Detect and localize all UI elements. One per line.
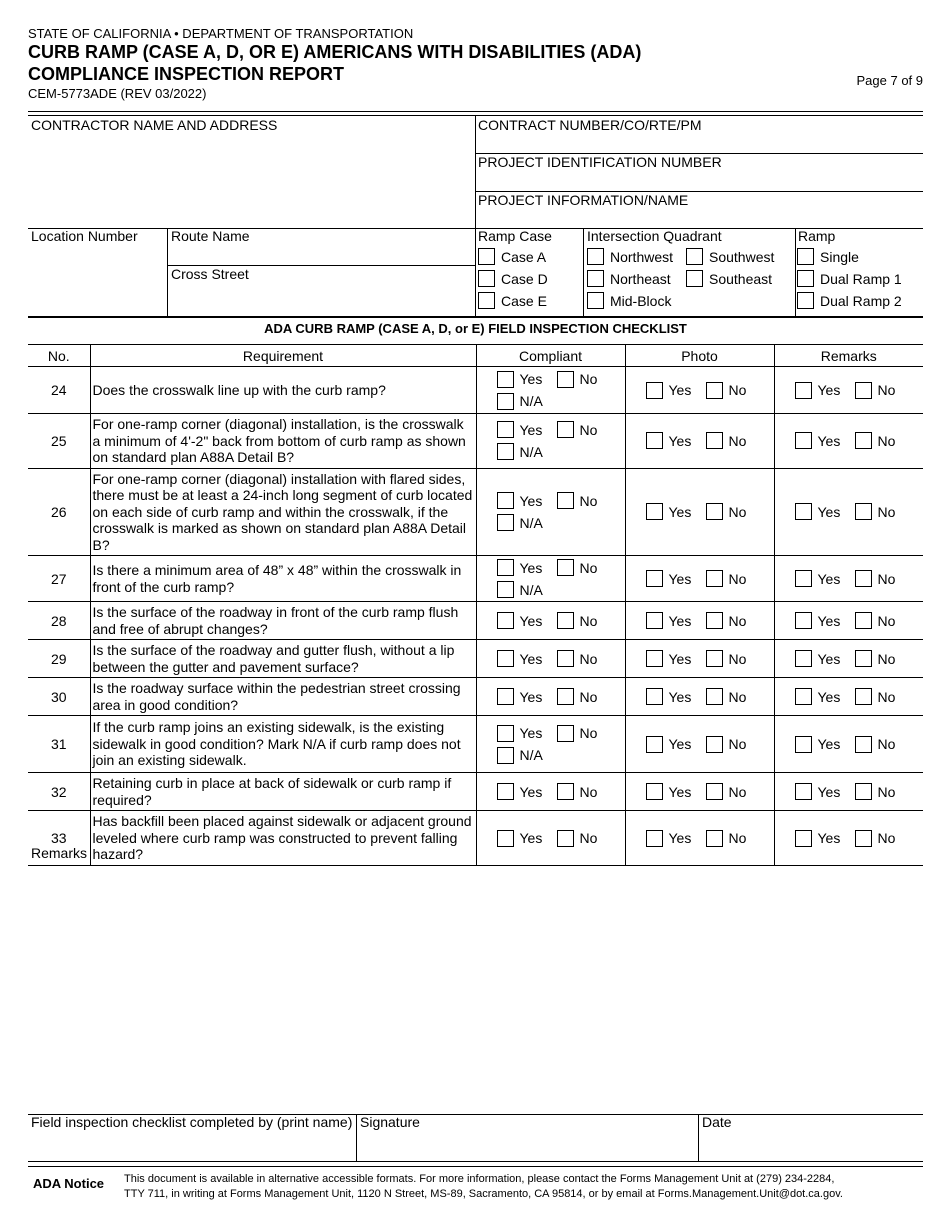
- quadrant-northwest-option[interactable]: [587, 248, 673, 265]
- cross-street-field[interactable]: [168, 266, 476, 317]
- case-e-checkbox[interactable]: [478, 292, 495, 309]
- compliant-no-checkbox[interactable]: [557, 612, 574, 629]
- no-label: No: [728, 830, 747, 846]
- yes-label: Yes: [817, 830, 841, 846]
- yes-label: Yes: [817, 570, 841, 587]
- photo-cell: [625, 716, 774, 773]
- ramp-dual1-option[interactable]: [797, 270, 902, 287]
- case-e-label: Case E: [501, 292, 547, 309]
- yes-label: Yes: [817, 783, 841, 800]
- yes-label: Yes: [668, 736, 692, 752]
- single-label: Single: [820, 248, 859, 265]
- page-number: Page 7 of 9: [856, 73, 923, 88]
- yes-label: Yes: [668, 783, 692, 800]
- compliant-cell: [476, 678, 625, 716]
- checklist-row: [28, 468, 923, 556]
- contractor-field[interactable]: [28, 115, 476, 229]
- photo-yes-checkbox[interactable]: [646, 736, 663, 753]
- project-info-label: PROJECT INFORMATION/NAME: [478, 192, 689, 208]
- ramp-case-label: Ramp Case: [478, 228, 552, 244]
- southwest-label: Southwest: [709, 248, 775, 265]
- single-checkbox[interactable]: [797, 248, 814, 265]
- photo-yes-checkbox[interactable]: [646, 503, 663, 520]
- row-requirement: Does the crosswalk line up with the curb ramp?: [90, 367, 476, 414]
- remarks-yes-checkbox[interactable]: [795, 382, 812, 399]
- quadrant-northeast-option[interactable]: [587, 270, 671, 287]
- row-requirement: Is the roadway surface within the pedestrian street crossing area in good condition?: [90, 678, 476, 716]
- yes-label: Yes: [817, 650, 841, 667]
- photo-cell: [625, 678, 774, 716]
- remarks-yes-checkbox[interactable]: [795, 503, 812, 520]
- case-a-label: Case A: [501, 248, 547, 265]
- ramp-label: Ramp: [798, 228, 836, 244]
- southwest-checkbox[interactable]: [686, 248, 703, 265]
- photo-cell: [625, 773, 774, 811]
- case-a-checkbox[interactable]: [478, 248, 495, 265]
- compliant-yes-checkbox[interactable]: [497, 559, 514, 576]
- remarks-cell: [774, 773, 923, 811]
- checklist-row: [28, 678, 923, 716]
- row-number: 24: [28, 367, 90, 414]
- form-number: CEM-5773ADE (REV 03/2022): [28, 86, 207, 101]
- remarks-cell: [774, 367, 923, 414]
- compliant-na-checkbox[interactable]: [497, 443, 514, 460]
- remarks-no-checkbox[interactable]: [855, 570, 872, 587]
- no-label: No: [877, 830, 896, 846]
- checklist-row: [28, 367, 923, 414]
- photo-yes-checkbox[interactable]: [646, 382, 663, 399]
- ramp-case-a-option[interactable]: [478, 248, 546, 265]
- row-number: 28: [28, 602, 90, 640]
- photo-yes-checkbox[interactable]: [646, 688, 663, 705]
- photo-no-checkbox[interactable]: [706, 432, 723, 449]
- yes-label: Yes: [519, 830, 543, 846]
- photo-no-checkbox[interactable]: [706, 688, 723, 705]
- compliant-no-checkbox[interactable]: [557, 559, 574, 576]
- quadrant-southwest-option[interactable]: [686, 248, 774, 265]
- no-label: No: [728, 612, 747, 629]
- no-label: No: [579, 783, 598, 800]
- row-requirement: If the curb ramp joins an existing sidewalk, is the existing sidewalk in good condition? Mark N/A if curb ramp does not join an existing sidewalk.: [90, 716, 476, 773]
- northeast-label: Northeast: [610, 270, 671, 287]
- checklist-row: [28, 716, 923, 773]
- date-label: Date: [702, 1114, 732, 1130]
- yes-label: Yes: [519, 650, 543, 667]
- no-label: No: [728, 783, 747, 800]
- location-number-label: Location Number: [31, 228, 138, 244]
- remarks-yes-checkbox[interactable]: [795, 432, 812, 449]
- checklist-table: [28, 344, 923, 866]
- remarks-cell: [774, 468, 923, 556]
- compliant-no-checkbox[interactable]: [557, 371, 574, 388]
- col-photo: Photo: [625, 345, 774, 367]
- compliant-na-checkbox[interactable]: [497, 514, 514, 531]
- southeast-label: Southeast: [709, 270, 773, 287]
- yes-label: Yes: [668, 612, 692, 629]
- yes-label: Yes: [817, 382, 841, 398]
- no-label: No: [877, 783, 896, 800]
- no-label: No: [579, 559, 598, 576]
- yes-label: Yes: [668, 503, 692, 520]
- compliant-no-checkbox[interactable]: [557, 421, 574, 438]
- compliant-cell: [476, 773, 625, 811]
- midblock-label: Mid-Block: [610, 292, 672, 309]
- compliant-cell: [476, 556, 625, 602]
- remarks-cell: [774, 640, 923, 678]
- col-compliant: Compliant: [476, 345, 625, 367]
- compliant-yes-checkbox[interactable]: [497, 650, 514, 667]
- no-label: No: [579, 725, 598, 741]
- row-number: 27: [28, 556, 90, 602]
- no-label: No: [579, 830, 598, 846]
- na-label: N/A: [519, 393, 543, 409]
- photo-no-checkbox[interactable]: [706, 830, 723, 847]
- no-label: No: [728, 650, 747, 667]
- row-number: 26: [28, 468, 90, 556]
- location-number-field[interactable]: [28, 228, 168, 317]
- project-id-field[interactable]: [476, 154, 923, 192]
- compliant-cell: [476, 414, 625, 469]
- completed-by-label: Field inspection checklist completed by (print name): [31, 1114, 353, 1130]
- yes-label: Yes: [519, 783, 543, 800]
- remarks-no-checkbox[interactable]: [855, 650, 872, 667]
- compliant-yes-checkbox[interactable]: [497, 492, 514, 509]
- photo-yes-checkbox[interactable]: [646, 783, 663, 800]
- ramp-case-d-option[interactable]: [478, 270, 548, 287]
- row-number: 33: [28, 811, 90, 866]
- col-no: No.: [28, 345, 90, 367]
- yes-label: Yes: [668, 382, 692, 398]
- compliant-yes-checkbox[interactable]: [497, 783, 514, 800]
- photo-yes-checkbox[interactable]: [646, 650, 663, 667]
- no-label: No: [877, 503, 896, 520]
- date-field[interactable]: [699, 1114, 923, 1162]
- ada-notice-text: [124, 1172, 924, 1202]
- yes-label: Yes: [817, 503, 841, 520]
- na-label: N/A: [519, 443, 543, 460]
- remarks-yes-checkbox[interactable]: [795, 650, 812, 667]
- remarks-no-checkbox[interactable]: [855, 503, 872, 520]
- remarks-label: Remarks: [31, 845, 88, 861]
- photo-no-checkbox[interactable]: [706, 570, 723, 587]
- dual-ramp-2-checkbox[interactable]: [797, 292, 814, 309]
- col-remarks: Remarks: [774, 345, 923, 367]
- row-number: 25: [28, 414, 90, 469]
- project-info-field[interactable]: [476, 192, 923, 229]
- na-label: N/A: [519, 514, 543, 531]
- checklist-row: [28, 811, 923, 866]
- no-label: No: [579, 492, 598, 509]
- photo-no-checkbox[interactable]: [706, 783, 723, 800]
- case-d-checkbox[interactable]: [478, 270, 495, 287]
- quadrant-midblock-option[interactable]: [587, 292, 671, 309]
- compliant-cell: [476, 468, 625, 556]
- no-label: No: [877, 650, 896, 667]
- dual-ramp-1-label: Dual Ramp 1: [820, 270, 902, 287]
- northeast-checkbox[interactable]: [587, 270, 604, 287]
- compliant-yes-checkbox[interactable]: [497, 612, 514, 629]
- no-label: No: [728, 503, 747, 520]
- compliant-yes-checkbox[interactable]: [497, 688, 514, 705]
- remarks-area[interactable]: [28, 862, 923, 1112]
- remarks-cell: [774, 414, 923, 469]
- na-label: N/A: [519, 581, 543, 598]
- contractor-label: CONTRACTOR NAME AND ADDRESS: [31, 117, 278, 133]
- compliant-cell: [476, 602, 625, 640]
- compliant-yes-checkbox[interactable]: [497, 371, 514, 388]
- route-name-field[interactable]: [168, 228, 476, 266]
- no-label: No: [877, 432, 896, 449]
- dual-ramp-2-label: Dual Ramp 2: [820, 292, 902, 309]
- ada-notice-line1: This document is available in alternative accessible formats. For more information, please contact the Forms Management Unit at (279) 234-2284,: [124, 1173, 835, 1185]
- compliant-yes-checkbox[interactable]: [497, 830, 514, 847]
- na-label: N/A: [519, 747, 543, 763]
- signature-label: Signature: [360, 1114, 420, 1130]
- no-label: No: [728, 688, 747, 705]
- remarks-cell: [774, 602, 923, 640]
- row-requirement: Retaining curb in place at back of sidewalk or curb ramp if required?: [90, 773, 476, 811]
- remarks-no-checkbox[interactable]: [855, 688, 872, 705]
- compliant-yes-checkbox[interactable]: [497, 421, 514, 438]
- remarks-no-checkbox[interactable]: [855, 783, 872, 800]
- row-number: 31: [28, 716, 90, 773]
- quadrant-label: Intersection Quadrant: [587, 228, 722, 244]
- ramp-dual2-option[interactable]: [797, 292, 902, 309]
- col-requirement: Requirement: [90, 345, 476, 367]
- yes-label: Yes: [817, 432, 841, 449]
- photo-yes-checkbox[interactable]: [646, 830, 663, 847]
- project-id-label: PROJECT IDENTIFICATION NUMBER: [478, 154, 722, 170]
- checklist-body: [28, 367, 923, 866]
- no-label: No: [877, 612, 896, 629]
- yes-label: Yes: [668, 570, 692, 587]
- no-label: No: [728, 570, 747, 587]
- row-number: 29: [28, 640, 90, 678]
- photo-cell: [625, 556, 774, 602]
- photo-no-checkbox[interactable]: [706, 650, 723, 667]
- yes-label: Yes: [817, 736, 841, 752]
- compliant-no-checkbox[interactable]: [557, 650, 574, 667]
- yes-label: Yes: [668, 650, 692, 667]
- yes-label: Yes: [668, 688, 692, 705]
- route-name-label: Route Name: [171, 228, 250, 244]
- yes-label: Yes: [519, 371, 543, 387]
- compliant-cell: [476, 367, 625, 414]
- cross-street-label: Cross Street: [171, 266, 249, 282]
- checklist-top-rule: [28, 316, 923, 318]
- form-title-line1: CURB RAMP (CASE A, D, OR E) AMERICANS WITH DISABILITIES (ADA): [28, 42, 642, 62]
- northwest-checkbox[interactable]: [587, 248, 604, 265]
- photo-no-checkbox[interactable]: [706, 736, 723, 753]
- photo-no-checkbox[interactable]: [706, 382, 723, 399]
- compliant-no-checkbox[interactable]: [557, 783, 574, 800]
- yes-label: Yes: [519, 688, 543, 705]
- yes-label: Yes: [519, 492, 543, 509]
- no-label: No: [728, 432, 747, 449]
- photo-cell: [625, 640, 774, 678]
- remarks-no-checkbox[interactable]: [855, 736, 872, 753]
- notice-rule: [28, 1166, 923, 1167]
- quadrant-southeast-option[interactable]: [686, 270, 772, 287]
- photo-yes-checkbox[interactable]: [646, 570, 663, 587]
- no-label: No: [877, 570, 896, 587]
- row-requirement: For one-ramp corner (diagonal) installation with flared sides, there must be at least a 24-inch long segment of curb located on each side of curb ramp and within the crosswalk, if the crosswalk is marked as shown on standard plan A88A Detail B?: [90, 468, 476, 556]
- yes-label: Yes: [668, 830, 692, 846]
- yes-label: Yes: [817, 612, 841, 629]
- checklist-row: [28, 773, 923, 811]
- ramp-single-option[interactable]: [797, 248, 859, 265]
- row-requirement: Is there a minimum area of 48” x 48” within the crosswalk in front of the curb ramp?: [90, 556, 476, 602]
- checklist-row: [28, 640, 923, 678]
- compliant-no-checkbox[interactable]: [557, 492, 574, 509]
- compliant-na-checkbox[interactable]: [497, 393, 514, 410]
- case-d-label: Case D: [501, 270, 548, 287]
- row-number: 32: [28, 773, 90, 811]
- checklist-title: ADA CURB RAMP (CASE A, D, or E) FIELD INSPECTION CHECKLIST: [264, 321, 687, 336]
- row-number: 30: [28, 678, 90, 716]
- photo-cell: [625, 602, 774, 640]
- no-label: No: [579, 688, 598, 705]
- signature-field[interactable]: [357, 1114, 699, 1162]
- header-rule: [28, 111, 923, 112]
- compliant-cell: [476, 811, 625, 866]
- no-label: No: [728, 382, 747, 398]
- compliant-no-checkbox[interactable]: [557, 688, 574, 705]
- contract-number-label: CONTRACT NUMBER/CO/RTE/PM: [478, 117, 702, 133]
- no-label: No: [877, 688, 896, 705]
- form-title-line2: COMPLIANCE INSPECTION REPORT: [28, 64, 345, 84]
- remarks-no-checkbox[interactable]: [855, 382, 872, 399]
- no-label: No: [579, 371, 598, 387]
- compliant-na-checkbox[interactable]: [497, 747, 514, 764]
- photo-yes-checkbox[interactable]: [646, 432, 663, 449]
- no-label: No: [579, 421, 598, 438]
- compliant-cell: [476, 640, 625, 678]
- photo-no-checkbox[interactable]: [706, 503, 723, 520]
- completed-by-field[interactable]: [28, 1114, 357, 1162]
- agency-line: STATE OF CALIFORNIA • DEPARTMENT OF TRANSPORTATION: [28, 26, 414, 41]
- photo-no-checkbox[interactable]: [706, 612, 723, 629]
- remarks-cell: [774, 678, 923, 716]
- row-requirement: For one-ramp corner (diagonal) installation, is the crosswalk a minimum of 4'-2" back from bottom of curb ramp as shown on standard plan A88A Detail B?: [90, 414, 476, 469]
- southeast-checkbox[interactable]: [686, 270, 703, 287]
- northwest-label: Northwest: [610, 248, 674, 265]
- yes-label: Yes: [519, 612, 543, 629]
- row-requirement: Has backfill been placed against sidewalk or adjacent ground leveled where curb ramp was constructed to prevent falling hazard?: [90, 811, 476, 866]
- yes-label: Yes: [519, 421, 543, 438]
- no-label: No: [877, 736, 896, 752]
- row-requirement: Is the surface of the roadway in front of the curb ramp flush and free of abrupt changes?: [90, 602, 476, 640]
- checklist-row: [28, 414, 923, 469]
- ada-notice-label: ADA Notice: [33, 1176, 105, 1191]
- yes-label: Yes: [519, 725, 543, 741]
- compliant-no-checkbox[interactable]: [557, 830, 574, 847]
- yes-label: Yes: [817, 688, 841, 705]
- no-label: No: [579, 612, 598, 629]
- ada-notice-line2: TTY 711, in writing at Forms Management Unit, 1120 N Street, MS-89, Sacramento, CA 95814, or by email at Forms.Management.Unit@dot.ca.gov.: [124, 1188, 843, 1200]
- compliant-cell: [476, 716, 625, 773]
- no-label: No: [728, 736, 747, 752]
- photo-cell: [625, 811, 774, 866]
- yes-label: Yes: [519, 559, 543, 576]
- no-label: No: [579, 650, 598, 667]
- compliant-na-checkbox[interactable]: [497, 581, 514, 598]
- dual-ramp-1-checkbox[interactable]: [797, 270, 814, 287]
- remarks-yes-checkbox[interactable]: [795, 570, 812, 587]
- midblock-checkbox[interactable]: [587, 292, 604, 309]
- checklist-row: [28, 602, 923, 640]
- no-label: No: [877, 382, 896, 398]
- checklist-row: [28, 556, 923, 602]
- remarks-cell: [774, 716, 923, 773]
- form-header: [28, 26, 923, 102]
- photo-cell: [625, 367, 774, 414]
- compliant-no-checkbox[interactable]: [557, 725, 574, 742]
- remarks-no-checkbox[interactable]: [855, 432, 872, 449]
- checklist-header-row: [28, 345, 923, 367]
- remarks-cell: [774, 811, 923, 866]
- photo-cell: [625, 468, 774, 556]
- remarks-no-checkbox[interactable]: [855, 830, 872, 847]
- photo-yes-checkbox[interactable]: [646, 612, 663, 629]
- photo-cell: [625, 414, 774, 469]
- remarks-yes-checkbox[interactable]: [795, 830, 812, 847]
- ramp-case-e-option[interactable]: [478, 292, 547, 309]
- remarks-no-checkbox[interactable]: [855, 612, 872, 629]
- remarks-yes-checkbox[interactable]: [795, 612, 812, 629]
- row-requirement: Is the surface of the roadway and gutter flush, without a lip between the gutter and pavement surface?: [90, 640, 476, 678]
- remarks-cell: [774, 556, 923, 602]
- contract-number-field[interactable]: [476, 115, 923, 154]
- remarks-yes-checkbox[interactable]: [795, 783, 812, 800]
- yes-label: Yes: [668, 432, 692, 449]
- remarks-yes-checkbox[interactable]: [795, 688, 812, 705]
- compliant-yes-checkbox[interactable]: [497, 725, 514, 742]
- remarks-yes-checkbox[interactable]: [795, 736, 812, 753]
